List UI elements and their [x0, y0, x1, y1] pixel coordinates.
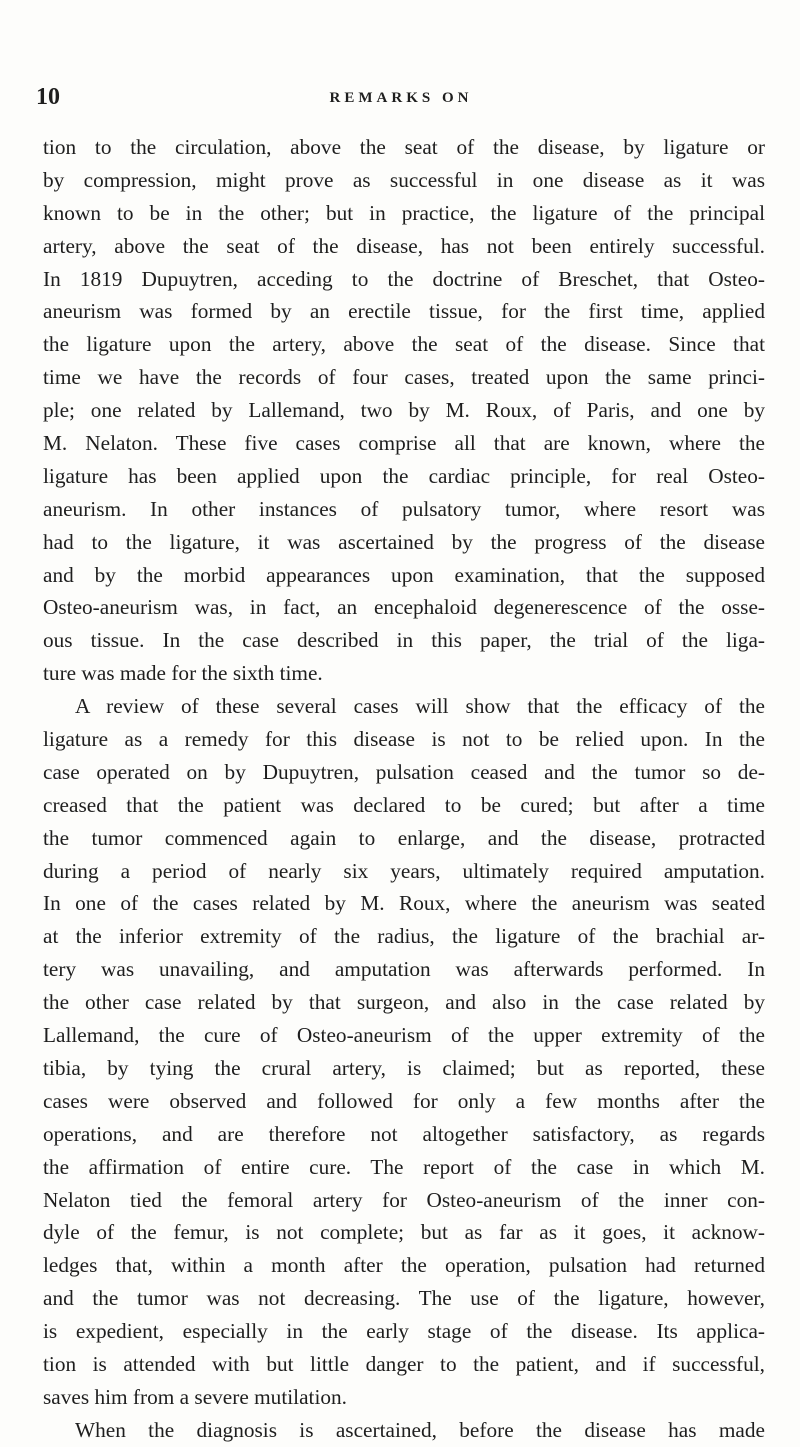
text-line: aneurism. In other instances of pulsatory tumor, where resort was — [43, 496, 765, 521]
text-line: tery was unavailing, and amputation was afterwards performed. In — [43, 957, 765, 982]
text-line: by compression, might prove as successful in one disease as it was — [43, 167, 765, 192]
text-line: the tumor commenced again to enlarge, and the disease, protracted — [43, 825, 765, 850]
text-line: In 1819 Dupuytren, acceding to the doctrine of Breschet, that Osteo- — [43, 266, 765, 291]
text-line: artery, above the seat of the disease, has not been entirely successful. — [43, 233, 765, 258]
text-line: had to the ligature, it was ascertained by the progress of the disease — [43, 529, 765, 554]
text-line: at the inferior extremity of the radius, the ligature of the brachial ar- — [43, 924, 765, 949]
text-line: is expedient, especially in the early stage of the disease. Its applica- — [43, 1319, 765, 1344]
text-line: tibia, by tying the crural artery, is claimed; but as reported, these — [43, 1055, 765, 1080]
text-line: Lallemand, the cure of Osteo-aneurism of the upper extremity of the — [43, 1023, 765, 1048]
text-line: and by the morbid appearances upon examination, that the supposed — [43, 562, 765, 587]
text-line: during a period of nearly six years, ultimately required amputation. — [43, 858, 765, 883]
text-line: ligature has been applied upon the cardiac principle, for real Osteo- — [43, 463, 765, 488]
paragraph-end-line: ture was made for the sixth time. — [43, 661, 323, 686]
paragraph-start-line: A review of these several cases will show that the efficacy of the — [75, 694, 765, 719]
text-line: tion is attended with but little danger to the patient, and if successful, — [43, 1351, 765, 1376]
text-line: case operated on by Dupuytren, pulsation ceased and the tumor so de- — [43, 759, 765, 784]
text-line: the affirmation of entire cure. The report of the case in which M. — [43, 1154, 765, 1179]
text-line: M. Nelaton. These five cases comprise all that are known, where the — [43, 431, 765, 456]
text-line: operations, and are therefore not altogether satisfactory, as regards — [43, 1121, 765, 1146]
text-line: ous tissue. In the case described in this paper, the trial of the liga- — [43, 628, 765, 653]
text-line: cases were observed and followed for only a few months after the — [43, 1088, 765, 1113]
text-line: ledges that, within a month after the operation, pulsation had returned — [43, 1253, 765, 1278]
page-header — [36, 84, 766, 114]
page-number: 10 — [36, 84, 60, 110]
text-line: Osteo-aneurism was, in fact, an encephaloid degenerescence of the osse- — [43, 595, 765, 620]
text-line: dyle of the femur, is not complete; but as far as it goes, it acknow- — [43, 1220, 765, 1245]
text-line: known to be in the other; but in practice, the ligature of the principal — [43, 200, 765, 225]
text-line: time we have the records of four cases, treated upon the same princi- — [43, 365, 765, 390]
body-text — [43, 131, 765, 1447]
text-line: Nelaton tied the femoral artery for Osteo-aneurism of the inner con- — [43, 1187, 765, 1212]
text-line: ligature as a remedy for this disease is not to be relied upon. In the — [43, 727, 765, 752]
text-line: and the tumor was not decreasing. The use of the ligature, however, — [43, 1286, 765, 1311]
running-head: REMARKS ON — [329, 90, 473, 106]
paragraph-start-line: When the diagnosis is ascertained, before the disease has made — [75, 1417, 765, 1442]
text-line: ple; one related by Lallemand, two by M. Roux, of Paris, and one by — [43, 398, 765, 423]
text-line: In one of the cases related by M. Roux, where the aneurism was seated — [43, 891, 765, 916]
text-line: creased that the patient was declared to be cured; but after a time — [43, 792, 765, 817]
paragraph-end-line: saves him from a severe mutilation. — [43, 1384, 347, 1409]
text-line: the other case related by that surgeon, and also in the case related by — [43, 990, 765, 1015]
text-line: aneurism was formed by an erectile tissue, for the first time, applied — [43, 299, 765, 324]
text-line: tion to the circulation, above the seat of the disease, by ligature or — [43, 135, 765, 159]
text-line: the ligature upon the artery, above the seat of the disease. Since that — [43, 332, 765, 357]
